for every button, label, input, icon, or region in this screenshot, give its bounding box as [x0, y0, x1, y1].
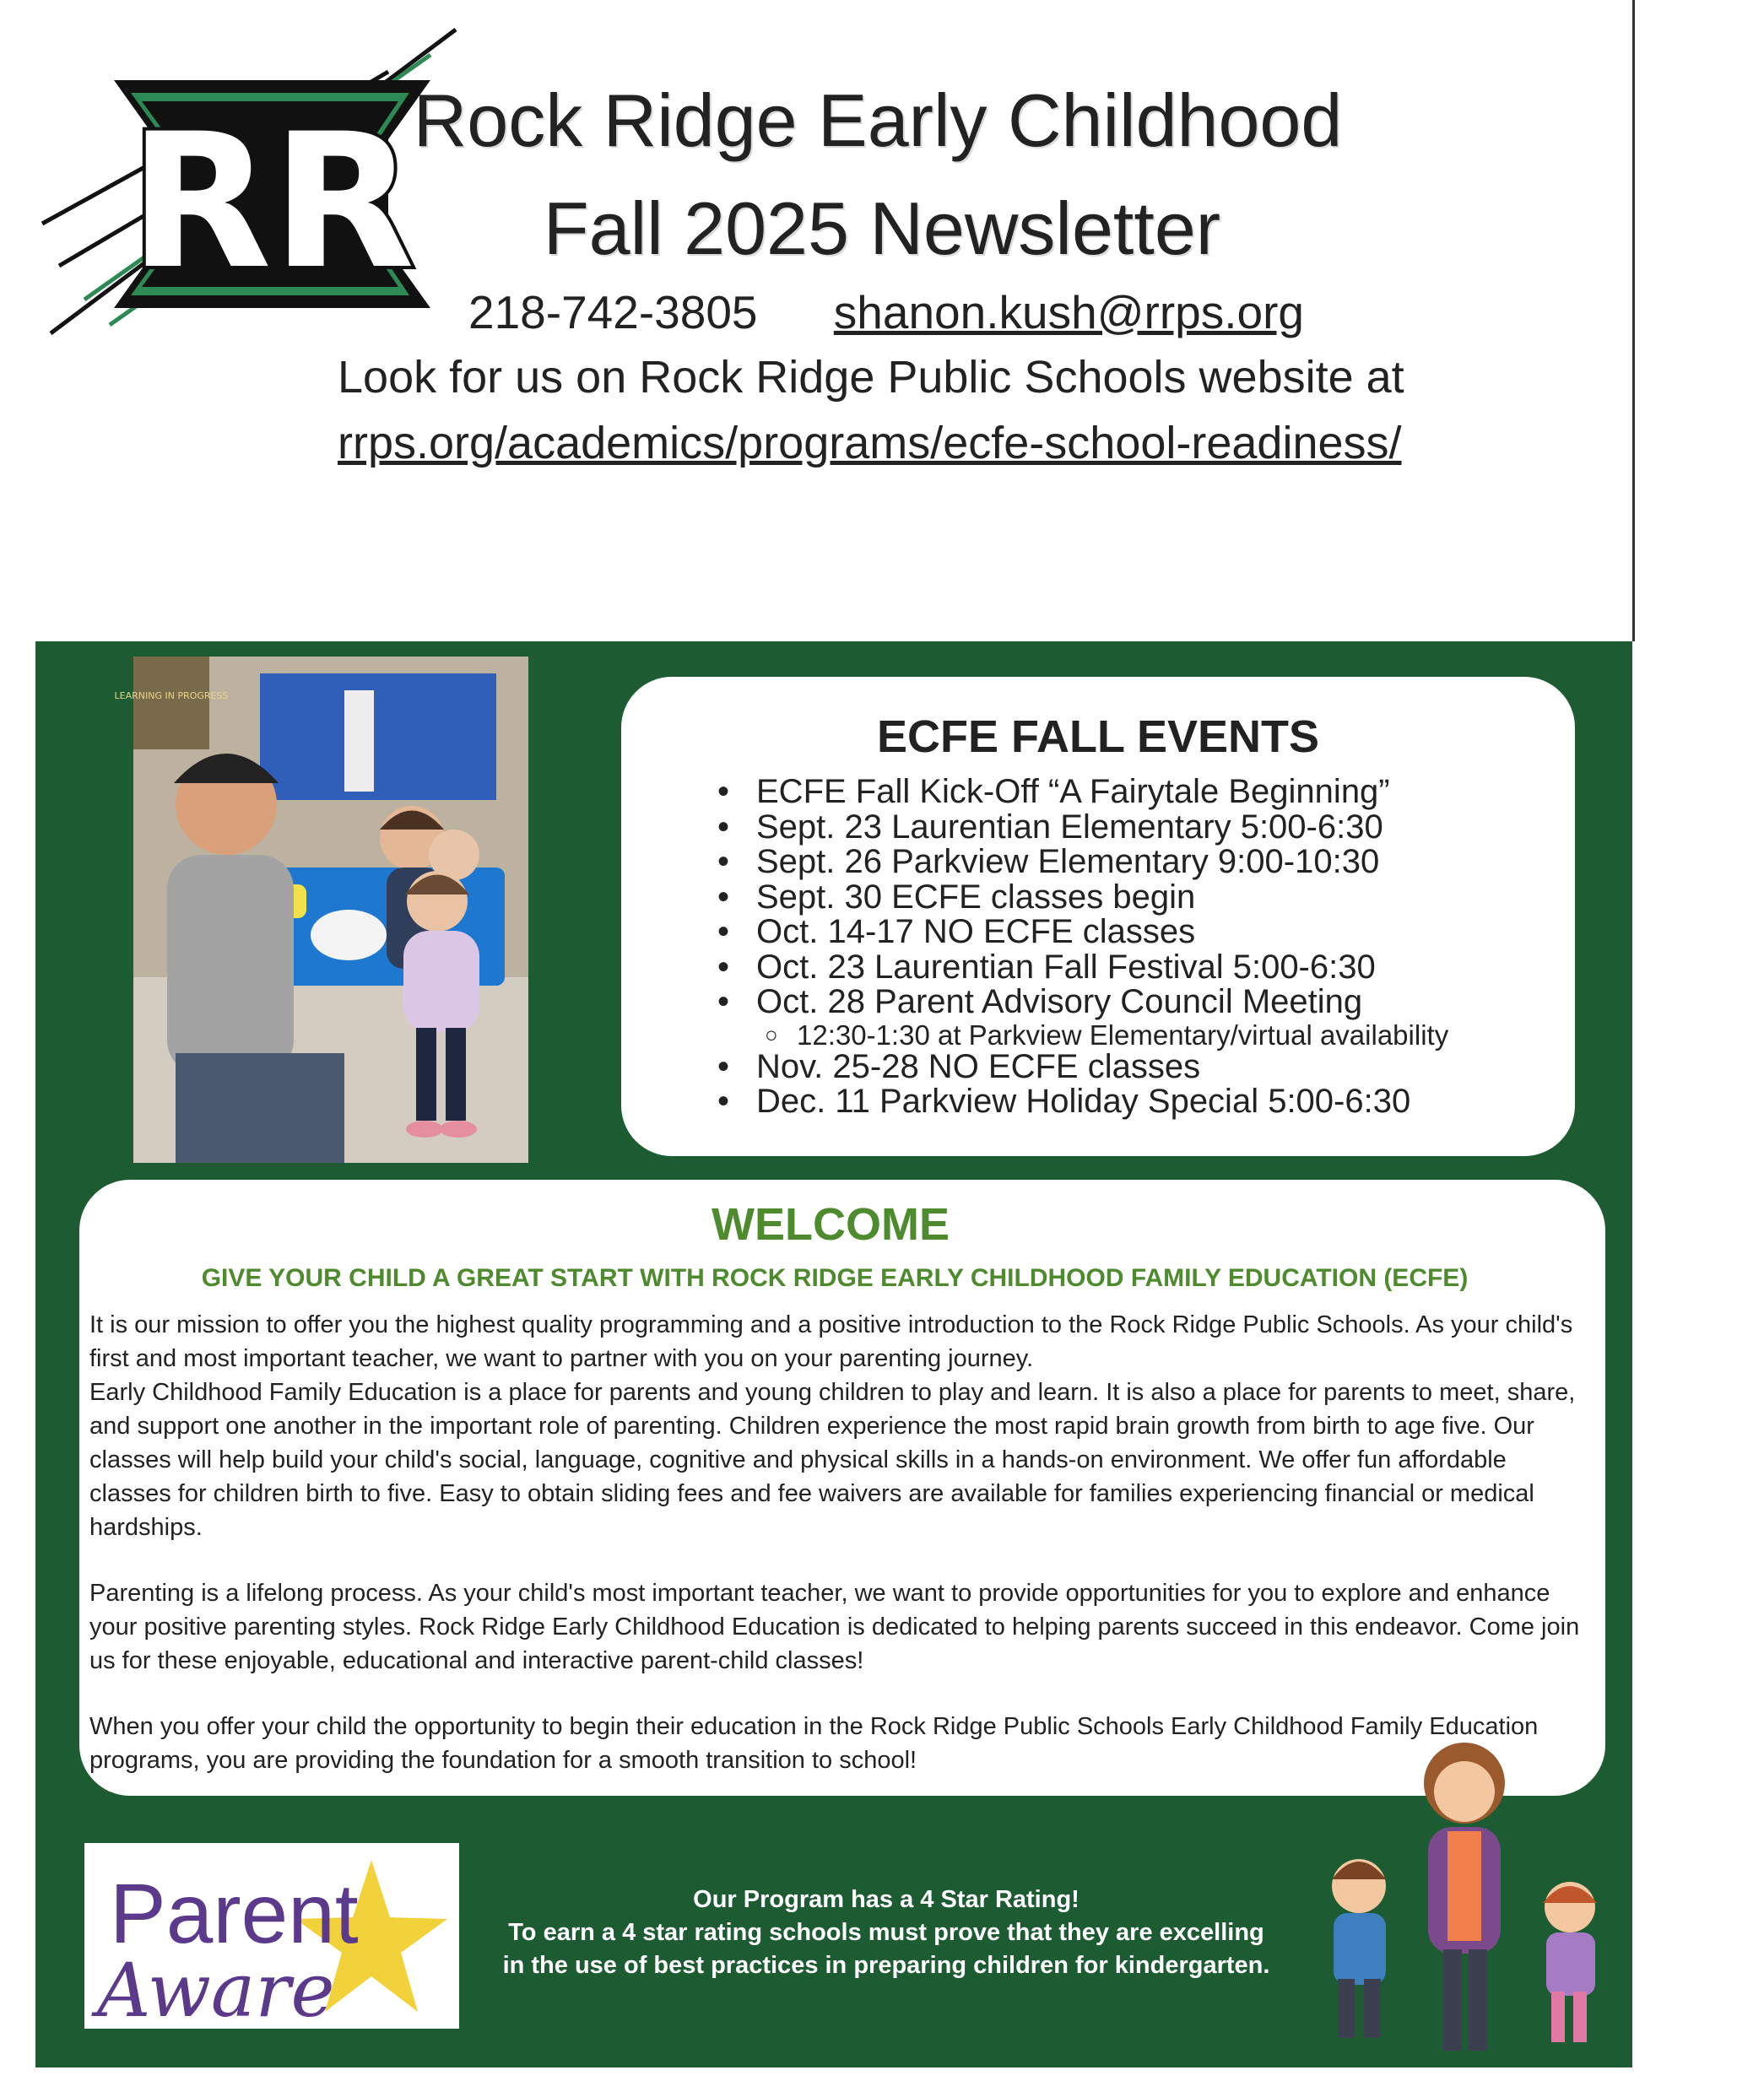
parent-aware-word1: Parent: [110, 1867, 359, 1961]
logo-text: RR: [128, 94, 415, 310]
star-rating-note: [473, 1884, 1300, 1982]
welcome-body: [89, 1308, 1583, 1777]
newsletter-title-line2: Fall 2025 Newsletter: [543, 186, 1221, 270]
bullet-icon: •: [717, 1047, 730, 1085]
parent-aware-logo-art: [84, 1843, 459, 2034]
welcome-paragraph-ecfe: Early Childhood Family Education is a place for parents and young children to play and learn. It is also a place for parents to meet, share, and support one another in the important role of parenting. Children experience the most rapid brain growth from birth to age five. Our classes will help build your child's social, language, cognitive and physical skills in a hands-on environment. We offer fun affordable classes for children birth to five. Easy to obtain sliding fees and fee waivers are available for families experiencing financial or medical hardships.: [89, 1379, 1576, 1541]
event-sub-item: ○ 12:30-1:30 at Parkview Elementary/virtual availability: [765, 1019, 1449, 1051]
welcome-title: WELCOME: [712, 1199, 950, 1250]
rating-line3: in the use of best practices in preparing children for kindergarten.: [502, 1952, 1270, 1979]
bullet-icon: •: [717, 913, 730, 950]
bullet-icon: •: [717, 773, 730, 810]
event-item: • Oct. 28 Parent Advisory Council Meeting: [717, 983, 1363, 1020]
event-item: • Nov. 25-28 NO ECFE classes: [717, 1047, 1201, 1085]
bullet-icon: •: [717, 1083, 730, 1120]
bullet-icon: •: [717, 843, 730, 880]
events-list: [717, 773, 1449, 1120]
event-item: • Dec. 11 Parkview Holiday Special 5:00-6:30: [717, 1083, 1411, 1120]
welcome-subtitle: GIVE YOUR CHILD A GREAT START WITH ROCK RIDGE EARLY CHILDHOOD FAMILY EDUCATION (ECFE): [201, 1264, 1469, 1292]
email-link[interactable]: shanon.kush@rrps.org: [833, 286, 1305, 338]
welcome-paragraph-foundation: When you offer your child the opportunity to begin their education in the Rock Ridge Public Schools Early Childhood Family Education programs, you are providing the foundation for a smooth transition to school!: [89, 1713, 1539, 1774]
event-item: • Sept. 30 ECFE classes begin: [717, 878, 1196, 916]
events-title: ECFE FALL EVENTS: [876, 711, 1320, 762]
event-item: • Sept. 23 Laurentian Elementary 5:00-6:30: [717, 808, 1383, 846]
photo-sign-text: LEARNING IN PROGRESS: [114, 690, 229, 701]
classroom-photo: [114, 657, 528, 1163]
bullet-icon: •: [717, 808, 730, 846]
rating-line2: To earn a 4 star rating schools must prove that they are excelling: [508, 1919, 1264, 1946]
parent-aware-logo: [84, 1843, 459, 2034]
bullet-icon: •: [717, 878, 730, 916]
welcome-paragraph-mission: It is our mission to offer you the highest quality programming and a positive introduction to the Rock Ridge Public Schools. As your child's first and most important teacher, we want to partner with you on your parenting journey.: [89, 1311, 1573, 1372]
website-intro: Look for us on Rock Ridge Public Schools website at: [338, 352, 1404, 403]
fall-events-card: [621, 677, 1575, 1156]
contact-row: [468, 285, 1304, 339]
family-illustration: [1300, 1726, 1625, 2063]
welcome-paragraph-parenting: Parenting is a lifelong process. As your child's most important teacher, we want to provide opportunities for you to explore and enhance your positive parenting styles. Rock Ridge Early Childhood Education is dedicated to helping parents succeed in this endeavor. Come join us for these enjoyable, educational and interactive parent-child classes!: [89, 1580, 1580, 1674]
bullet-icon: •: [717, 948, 730, 986]
bullet-icon: •: [717, 983, 730, 1020]
rock-ridge-logo: [34, 21, 473, 346]
parent-aware-word2: Aware: [97, 1947, 335, 2034]
phone-number[interactable]: 218-742-3805: [468, 286, 758, 338]
event-item: • Sept. 26 Parkview Elementary 9:00-10:30: [717, 843, 1380, 880]
event-item: • ECFE Fall Kick-Off “A Fairytale Beginning”: [717, 773, 1390, 810]
event-item: • Oct. 14-17 NO ECFE classes: [717, 913, 1196, 950]
rating-line1: Our Program has a 4 Star Rating!: [693, 1886, 1080, 1913]
newsletter-title-line1: Rock Ridge Early Childhood: [413, 78, 1343, 162]
classroom-photo-drawing: [114, 657, 528, 1163]
event-item: • Oct. 23 Laurentian Fall Festival 5:00-6:30: [717, 948, 1376, 986]
hollow-bullet-icon: ○: [765, 1021, 778, 1047]
website-link[interactable]: rrps.org/academics/programs/ecfe-school-readiness/: [338, 418, 1402, 468]
welcome-card: [79, 1180, 1605, 1796]
